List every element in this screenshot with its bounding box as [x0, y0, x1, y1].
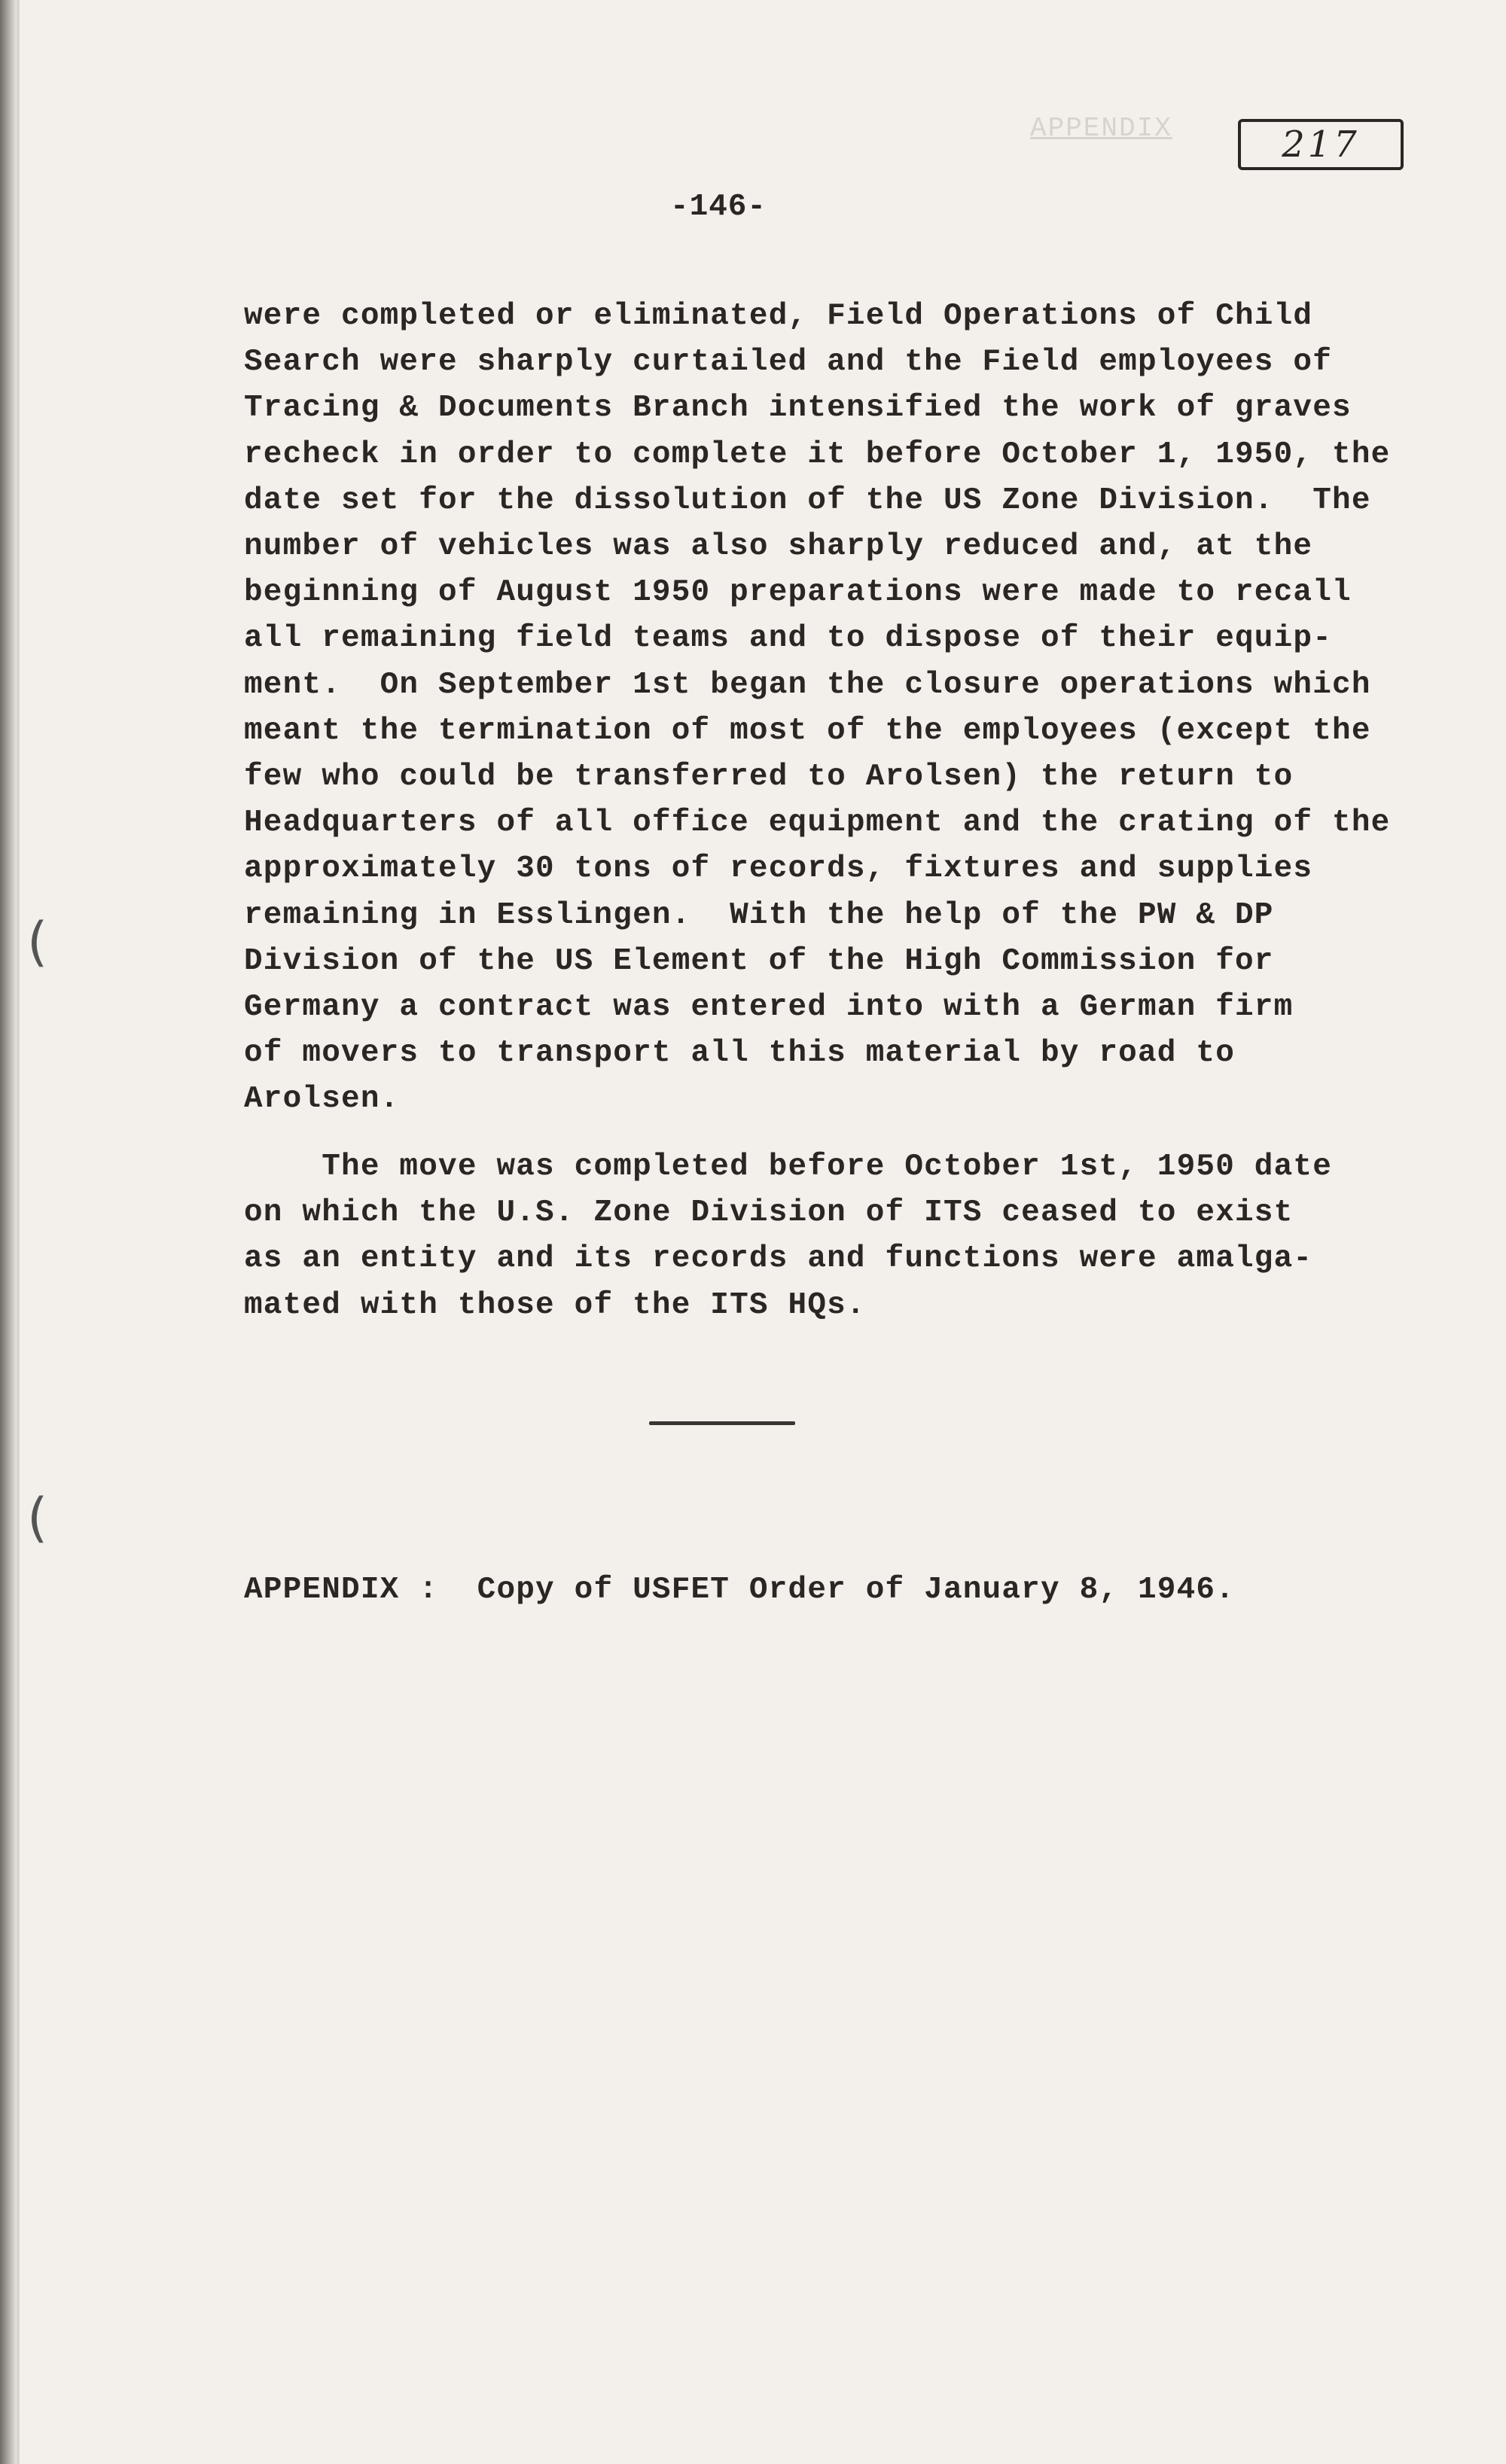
page-binding-edge [0, 0, 17, 2464]
text-line: remaining in Esslingen. With the help of the PW & DP [244, 897, 1274, 933]
text-line: number of vehicles was also sharply reduced and, at the [244, 529, 1313, 564]
text-line: on which the U.S. Zone Division of ITS ceased to exist [244, 1195, 1294, 1231]
text-line: The move was completed before October 1st, 1950 date [244, 1150, 1333, 1184]
text-line: ment. On September 1st began the closure operations which [244, 667, 1371, 702]
text-line: recheck in order to complete it before October 1, 1950, the [244, 437, 1391, 472]
binding-hole-mark: ( [27, 1487, 48, 1549]
page-number: -146- [670, 190, 767, 224]
text-line: meant the termination of most of the employees (except the [244, 713, 1371, 748]
text-line: Search were sharply curtailed and the Field employees of [244, 345, 1333, 380]
text-line: Headquarters of all office equipment and the crating of the [244, 806, 1391, 841]
text-line: Germany a contract was entered into with a German firm [244, 990, 1294, 1025]
section-separator [649, 1421, 795, 1425]
text-line: few who could be transferred to Arolsen) the return to [244, 760, 1294, 794]
appendix-reference: APPENDIX : Copy of USFET Order of January 8, 1946. [244, 1573, 1236, 1607]
text-line: Division of the US Element of the High Commission for [244, 943, 1274, 979]
text-line: date set for the dissolution of the US Zone Division. The [244, 483, 1371, 518]
binding-hole-mark: ( [27, 911, 48, 973]
page-edge-shadow [17, 0, 20, 2464]
text-line: Tracing & Documents Branch intensified the work of graves [244, 391, 1352, 426]
text-line: beginning of August 1950 preparations were made to recall [244, 575, 1352, 611]
archive-stamp-number: 217 [1238, 119, 1404, 170]
text-line: were completed or eliminated, Field Operations of Child [244, 299, 1313, 334]
text-line: all remaining field teams and to dispose of their equip- [244, 621, 1333, 656]
text-line: Arolsen. [244, 1082, 400, 1117]
text-line: mated with those of the ITS HQs. [244, 1287, 866, 1323]
text-line: of movers to transport all this material by road to [244, 1036, 1236, 1071]
bleed-through-heading: APPENDIX [1030, 113, 1172, 144]
text-line: approximately 30 tons of records, fixtures and supplies [244, 851, 1313, 887]
text-line: as an entity and its records and functions were amalga- [244, 1241, 1313, 1277]
